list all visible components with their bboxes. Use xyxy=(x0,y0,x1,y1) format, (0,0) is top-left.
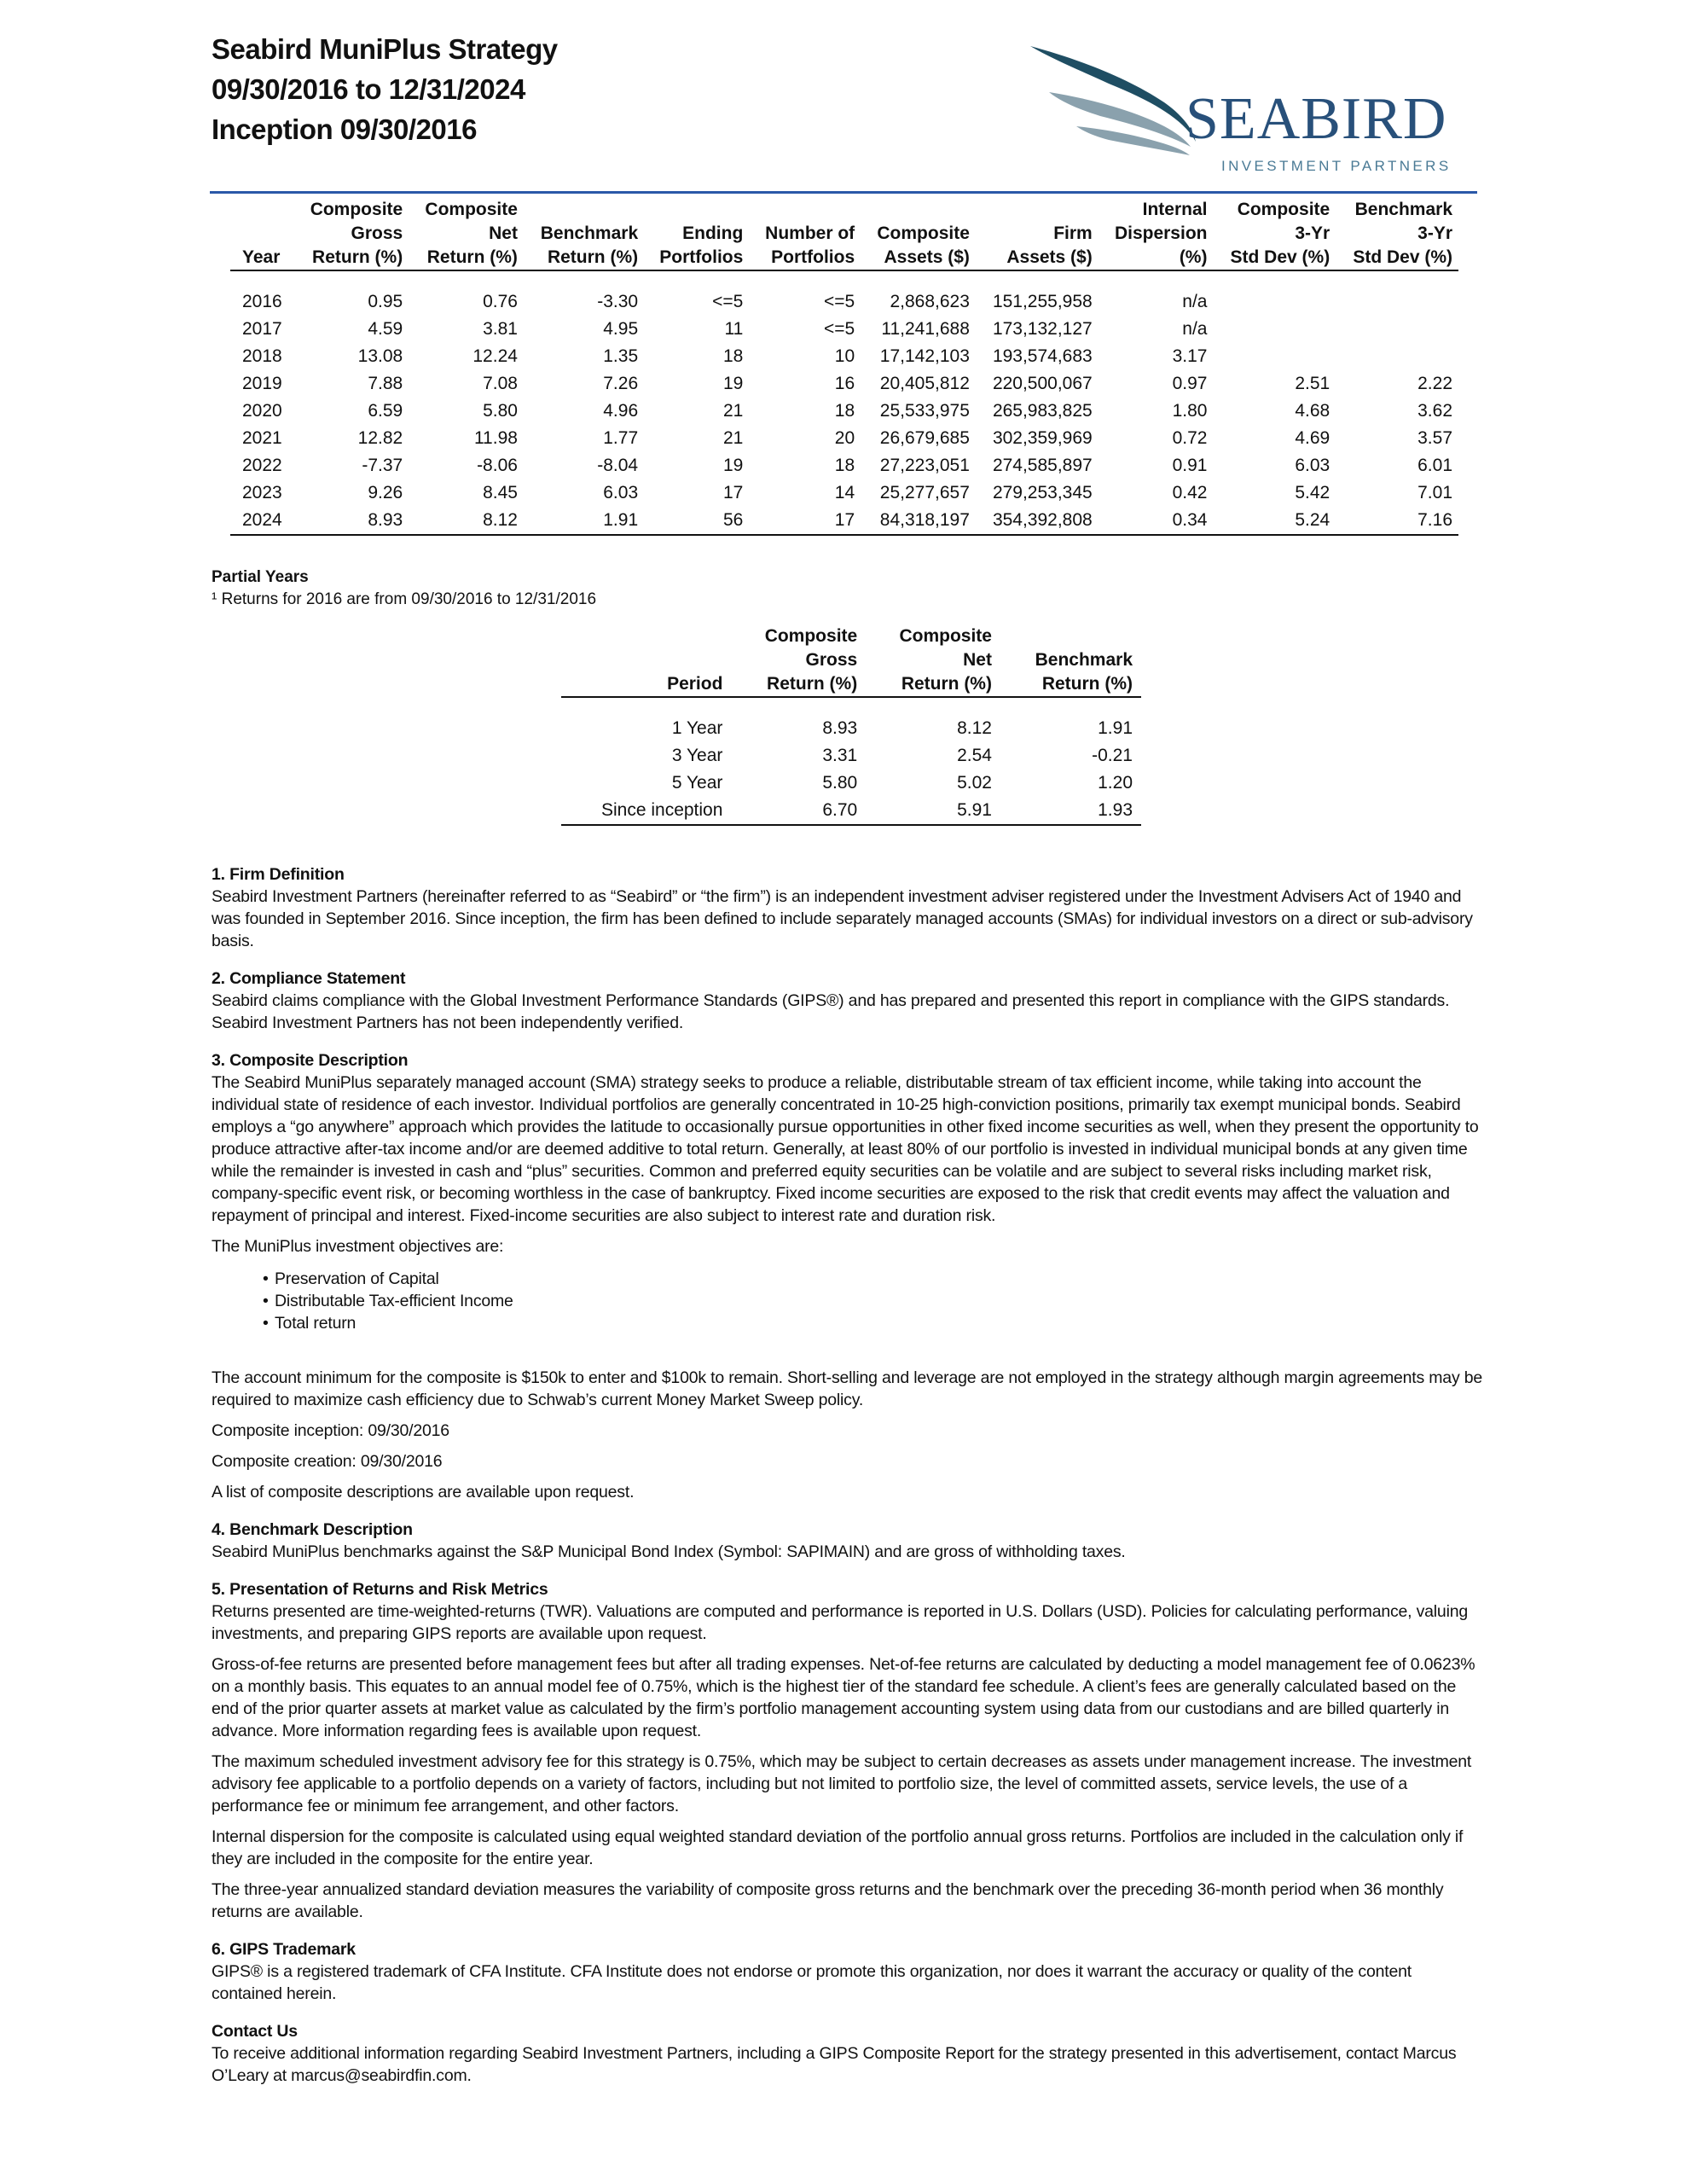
table-cell: 6.59 xyxy=(368,401,403,421)
table-cell: 3.62 xyxy=(1417,401,1452,421)
table-cell: 3.57 xyxy=(1417,428,1452,448)
paragraph: Composite inception: 09/30/2016 xyxy=(212,1421,449,1440)
header-label: 3-Yr xyxy=(1295,224,1330,243)
table-row xyxy=(561,697,1141,742)
table-cell: 2021 xyxy=(242,428,282,448)
header-label: Benchmark xyxy=(1354,200,1452,219)
table-cell: 18 xyxy=(834,401,855,421)
col-header-net-return xyxy=(409,198,524,270)
paragraph: Seabird claims compliance with the Global Investment Performance Standards (GIPS®) and has prepared and presented this report in compliance with the GIPS standards. Seabird Investment Partners has not been independently verified. xyxy=(212,991,1450,1032)
list-item: • Total return xyxy=(275,1312,1482,1334)
table-cell: 27,223,051 xyxy=(879,456,970,475)
table-cell: 4.96 xyxy=(603,401,639,421)
table-row xyxy=(230,425,1458,452)
header-label: Benchmark xyxy=(1035,650,1133,670)
header-label: Composite xyxy=(764,626,858,646)
table-cell: 2017 xyxy=(242,319,282,339)
table-cell: <=5 xyxy=(712,292,744,311)
header-label: Internal xyxy=(1142,200,1208,219)
table-cell: 18 xyxy=(722,346,744,366)
section-contact xyxy=(212,2020,1482,2087)
header-label: Return (%) xyxy=(901,674,992,694)
paragraph: Internal dispersion for the composite is calculated using equal weighted standard deviation of the portfolio annual gross returns. Portfolios are included in the calculation only if they are included in the composite for the entire year. xyxy=(212,1827,1464,1868)
table-cell: 5.42 xyxy=(1295,483,1330,502)
table-cell: 0.97 xyxy=(1172,374,1208,393)
table-cell: 1.20 xyxy=(1098,773,1133,793)
table-cell: n/a xyxy=(1182,292,1208,311)
header-label: Composite xyxy=(877,224,970,243)
table-cell: 11.98 xyxy=(473,428,518,448)
table-cell: 274,585,897 xyxy=(992,456,1093,475)
table-cell: <=5 xyxy=(823,292,855,311)
table-cell: 21 xyxy=(722,401,744,421)
table-cell: 7.26 xyxy=(603,374,639,393)
table-cell: 3 Year xyxy=(671,746,723,765)
table-cell: 4.59 xyxy=(368,319,403,339)
header-label: Period xyxy=(667,674,723,694)
section-title: 1. Firm Definition xyxy=(212,865,345,884)
col-header-composite-assets xyxy=(861,198,976,270)
table-cell: 11 xyxy=(724,319,744,339)
section-title: 2. Compliance Statement xyxy=(212,969,406,988)
table-cell: 25,533,975 xyxy=(879,401,970,421)
col-header-benchmark-return xyxy=(1000,624,1141,697)
header-label: Gross xyxy=(805,650,858,670)
paragraph: Returns presented are time-weighted-returns (TWR). Valuations are computed and performance is reported in U.S. Dollars (USD). Policies for calculating performance, valuing investments, and preparing GIPS reports are available upon request. xyxy=(212,1602,1469,1643)
header-rule xyxy=(210,191,1477,194)
table-header-row xyxy=(561,624,1141,697)
table-cell: 0.42 xyxy=(1172,483,1208,502)
table-cell: 3.81 xyxy=(483,319,518,339)
table-cell: 0.76 xyxy=(483,292,518,311)
table-cell: 265,983,825 xyxy=(992,401,1093,421)
header-label: Portfolios xyxy=(659,247,744,267)
col-header-composite-std xyxy=(1213,198,1336,270)
table-cell: 5.80 xyxy=(483,401,518,421)
table-cell: 7.01 xyxy=(1417,483,1452,502)
table-cell: 7.08 xyxy=(483,374,518,393)
table-cell: 25,277,657 xyxy=(879,483,970,502)
header-label: Assets ($) xyxy=(884,247,970,267)
table-cell: 2019 xyxy=(242,374,282,393)
paragraph: To receive additional information regarding Seabird Investment Partners, including a GIPS Composite Report for the strategy presented in this advertisement, contact Marcus O’Leary at marcus@seabirdfin.com. xyxy=(212,2044,1457,2085)
table-cell: -7.37 xyxy=(362,456,403,475)
table-cell: 19 xyxy=(722,374,744,393)
table-cell: 13.08 xyxy=(357,346,403,366)
header-label: 3-Yr xyxy=(1417,224,1452,243)
table-header-row xyxy=(230,198,1458,270)
header-label: Gross xyxy=(351,224,403,243)
header-label: Dispersion xyxy=(1114,224,1208,243)
table-row xyxy=(230,452,1458,479)
header-label: Portfolios xyxy=(771,247,855,267)
table-cell: -8.06 xyxy=(477,456,518,475)
section-firm-definition xyxy=(212,863,1482,952)
section-title: 4. Benchmark Description xyxy=(212,1520,413,1539)
header-label: Ending xyxy=(682,224,744,243)
table-row xyxy=(230,343,1458,370)
header-label: Std Dev (%) xyxy=(1353,247,1452,267)
header-label: Std Dev (%) xyxy=(1230,247,1330,267)
table-cell: 302,359,969 xyxy=(992,428,1093,448)
table-cell: 12.82 xyxy=(357,428,403,448)
table-row xyxy=(230,479,1458,507)
table-cell: 84,318,197 xyxy=(879,510,970,530)
table-cell: 3.17 xyxy=(1172,346,1208,366)
paragraph: The three-year annualized standard deviation measures the variability of composite gross returns and the benchmark over the preceding 36-month period when 36 monthly returns are available. xyxy=(212,1880,1444,1921)
table-row xyxy=(230,507,1458,535)
table-cell: 193,574,683 xyxy=(992,346,1093,366)
paragraph: The account minimum for the composite is $150k to enter and $100k to remain. Short-selling and leverage are not employed in the strategy although margin agreements may be required to maximize cash efficiency due to Schwab’s current Money Market Sweep policy. xyxy=(212,1368,1483,1409)
table-cell: 279,253,345 xyxy=(992,483,1093,502)
header-label: Composite xyxy=(899,626,992,646)
paragraph: The maximum scheduled investment advisory fee for this strategy is 0.75%, which may be subject to certain decreases as assets under management increase. The investment advisory fee applicable to a portfolio depends on a variety of factors, including but not limited to portfolio size, the level of committed assets, service levels, the use of a performance fee or minimum fee arrangement, and other factors. xyxy=(212,1752,1472,1815)
table-cell: 173,132,127 xyxy=(992,319,1093,339)
header-label: Number of xyxy=(765,224,855,243)
paragraph: Composite creation: 09/30/2016 xyxy=(212,1452,443,1471)
table-row xyxy=(230,370,1458,398)
table-cell: 2018 xyxy=(242,346,282,366)
table-cell: 1.91 xyxy=(603,510,639,530)
objectives-list xyxy=(212,1268,1482,1334)
table-cell: 11,241,688 xyxy=(881,319,970,339)
table-cell: 4.68 xyxy=(1295,401,1330,421)
col-header-benchmark-std xyxy=(1336,198,1458,270)
table-cell: 10 xyxy=(834,346,855,366)
table-cell: 1.77 xyxy=(603,428,639,448)
table-cell: -8.04 xyxy=(597,456,639,475)
table-cell: 151,255,958 xyxy=(992,292,1093,311)
table-cell: 56 xyxy=(722,510,744,530)
table-cell: 12.24 xyxy=(472,346,518,366)
table-cell: 1.35 xyxy=(603,346,639,366)
wing-light-2-icon xyxy=(1076,126,1190,155)
header-label: Assets ($) xyxy=(1006,247,1093,267)
table-cell: 20 xyxy=(834,428,855,448)
table-cell: 18 xyxy=(834,456,855,475)
table-cell: 20,405,812 xyxy=(879,374,970,393)
header-label: Firm xyxy=(1053,224,1093,243)
table-cell: 17 xyxy=(722,483,744,502)
title-block xyxy=(212,29,558,149)
list-item: • Preservation of Capital xyxy=(275,1268,1482,1290)
table-cell: 1.80 xyxy=(1172,401,1208,421)
date-range: 09/30/2016 to 12/31/2024 xyxy=(212,73,525,105)
table-cell: 16 xyxy=(834,374,855,393)
section-compliance-statement xyxy=(212,967,1482,1034)
table-cell xyxy=(1213,270,1336,316)
table-cell: 6.01 xyxy=(1417,456,1452,475)
table-cell: 7.88 xyxy=(368,374,403,393)
col-header-gross-return xyxy=(293,198,409,270)
table-cell: 0.34 xyxy=(1172,510,1208,530)
table-cell: 9.26 xyxy=(368,483,403,502)
table-cell: n/a xyxy=(1182,319,1208,339)
disclosures xyxy=(212,863,1482,2102)
table-cell: 6.03 xyxy=(603,483,639,502)
table-cell xyxy=(1213,343,1336,370)
table-cell: 4.69 xyxy=(1295,428,1330,448)
table-cell: 2024 xyxy=(242,510,282,530)
col-header-dispersion xyxy=(1099,198,1214,270)
list-item: • Distributable Tax-efficient Income xyxy=(275,1290,1482,1312)
header-label: Return (%) xyxy=(547,247,639,267)
partial-years-title: Partial Years xyxy=(212,568,309,586)
header-label: Composite xyxy=(1237,200,1330,219)
col-header-firm-assets xyxy=(976,198,1099,270)
header-label: Net xyxy=(489,224,518,243)
partial-years-note: ¹ Returns for 2016 are from 09/30/2016 to 12/31/2016 xyxy=(212,590,597,608)
paragraph: Gross-of-fee returns are presented before management fees but after all trading expenses. Net-of-fee returns are calculated by deducting a model management fee of 0.0623% on a monthly basis. This equates to an annual model fee of 0.75%, which is the highest tier of the standard fee schedule. A client’s fees are generally calculated based on the end of the prior quarter assets at market value as calculated by the firm’s portfolio management accounting system using data from our custodians and are billed quarterly in advance. More information regarding fees is available upon request. xyxy=(212,1655,1475,1740)
col-header-year xyxy=(230,198,293,270)
header-label: Return (%) xyxy=(767,674,858,694)
table-cell: 2022 xyxy=(242,456,282,475)
paragraph: Seabird MuniPlus benchmarks against the S&P Municipal Bond Index (Symbol: SAPIMAIN) and are gross of withholding taxes. xyxy=(212,1542,1126,1561)
col-header-gross-return xyxy=(731,624,866,697)
col-header-ending-portfolios xyxy=(644,198,749,270)
table-cell: 8.45 xyxy=(483,483,518,502)
section-gips-trademark xyxy=(212,1938,1482,2005)
table-cell: -3.30 xyxy=(597,292,639,311)
table-cell: 2016 xyxy=(242,292,282,311)
table-cell: 5.91 xyxy=(957,800,992,820)
table-cell: 2.54 xyxy=(957,746,992,765)
header-label: (%) xyxy=(1179,247,1208,267)
table-row xyxy=(230,316,1458,343)
col-header-period xyxy=(561,624,731,697)
col-header-benchmark-return xyxy=(524,198,644,270)
table-cell: 3.31 xyxy=(822,746,858,765)
table-cell: 0.91 xyxy=(1172,456,1208,475)
table-cell: 17,142,103 xyxy=(879,346,970,366)
annual-returns-table xyxy=(230,198,1458,536)
table-cell: 2020 xyxy=(242,401,282,421)
table-cell: 5.02 xyxy=(957,773,992,793)
header-label: Net xyxy=(963,650,992,670)
section-title: 5. Presentation of Returns and Risk Metrics xyxy=(212,1580,548,1599)
table-cell xyxy=(1213,316,1336,343)
section-returns-risk xyxy=(212,1578,1482,1923)
table-cell: 1 Year xyxy=(671,718,723,738)
header-label: Composite xyxy=(425,200,518,219)
table-cell: 2.22 xyxy=(1417,374,1452,393)
period-returns-table xyxy=(561,624,1141,826)
table-cell: 21 xyxy=(722,428,744,448)
logo-wordmark: SEABIRD xyxy=(1186,86,1447,152)
inception-date: Inception 09/30/2016 xyxy=(212,113,477,145)
header-label: Year xyxy=(242,247,281,267)
table-row xyxy=(230,398,1458,425)
table-cell: 220,500,067 xyxy=(992,374,1093,393)
section-title: Contact Us xyxy=(212,2022,298,2041)
header-label: Benchmark xyxy=(540,224,639,243)
col-header-net-return xyxy=(866,624,1000,697)
logo-tagline: INVESTMENT PARTNERS xyxy=(1221,158,1452,174)
table-cell: 1.93 xyxy=(1098,800,1133,820)
table-cell: 19 xyxy=(722,456,744,475)
table-cell: 6.70 xyxy=(822,800,858,820)
table-cell xyxy=(1336,270,1458,316)
table-cell: 0.72 xyxy=(1172,428,1208,448)
table-cell: 26,679,685 xyxy=(879,428,970,448)
paragraph: The Seabird MuniPlus separately managed account (SMA) strategy seeks to produce a reliable, distributable stream of tax efficient income, while taking into account the individual state of residence of each investor. Individual portfolios are generally concentrated in 10-25 high-conviction positions, primarily tax exempt municipal bonds. Seabird employs a “go anywhere” approach which provides the latitude to occasionally pursue opportunities in other fixed income securities as well, when they present the opportunity to produce attractive after-tax income and/or are deemed additive to total return. Generally, at least 80% of our portfolio is invested in individual municipal bonds at any given time while the remainder is invested in cash and “plus” securities. Common and preferred equity securities can be volatile and are subject to several risks including market risk, company-specific event risk, or becoming worthless in the case of bankruptcy. Fixed income securities are exposed to the risk that credit events may affect the valuation and repayment of principal and interest. Fixed-income securities are also subject to interest rate and duration risk. xyxy=(212,1073,1479,1225)
table-cell: 2023 xyxy=(242,483,282,502)
table-row xyxy=(230,270,1458,316)
table-cell xyxy=(1336,316,1458,343)
table-cell: 5.24 xyxy=(1295,510,1330,530)
table-cell: 2,868,623 xyxy=(890,292,970,311)
table-row xyxy=(561,797,1141,825)
paragraph: Seabird Investment Partners (hereinafter referred to as “Seabird” or “the firm”) is an independent investment adviser registered under the Investment Advisers Act of 1940 and was founded in September 2016. Since inception, the firm has been defined to include separately managed accounts (SMAs) for individual investors on a direct or sub-advisory basis. xyxy=(212,887,1473,950)
paragraph: The MuniPlus investment objectives are: xyxy=(212,1237,504,1256)
table-row xyxy=(561,770,1141,797)
header-label: Return (%) xyxy=(312,247,403,267)
table-cell: 4.95 xyxy=(603,319,639,339)
header-label: Return (%) xyxy=(426,247,518,267)
table-cell: 8.93 xyxy=(822,718,858,738)
document-title: Seabird MuniPlus Strategy xyxy=(212,33,558,65)
table-cell: 17 xyxy=(834,510,855,530)
table-cell: 8.12 xyxy=(483,510,518,530)
table-cell: 1.91 xyxy=(1098,718,1133,738)
table-cell: 8.93 xyxy=(368,510,403,530)
table-cell: 5.80 xyxy=(822,773,858,793)
section-composite-description xyxy=(212,1049,1482,1503)
col-header-number-portfolios xyxy=(749,198,861,270)
seabird-logo xyxy=(1023,41,1467,177)
table-row xyxy=(561,742,1141,770)
table-cell xyxy=(1336,343,1458,370)
section-benchmark-description xyxy=(212,1519,1482,1563)
table-cell: 354,392,808 xyxy=(992,510,1093,530)
section-title: 6. GIPS Trademark xyxy=(212,1940,356,1959)
table-cell: -0.21 xyxy=(1092,746,1133,765)
paragraph: A list of composite descriptions are available upon request. xyxy=(212,1483,635,1502)
table-cell: 14 xyxy=(834,483,855,502)
paragraph: GIPS® is a registered trademark of CFA Institute. CFA Institute does not endorse or promote this organization, nor does it warrant the accuracy or quality of the content contained herein. xyxy=(212,1962,1412,2003)
header-label: Composite xyxy=(310,200,403,219)
table-cell: 6.03 xyxy=(1295,456,1330,475)
section-title: 3. Composite Description xyxy=(212,1051,409,1070)
table-cell: 7.16 xyxy=(1417,510,1452,530)
table-cell: 0.95 xyxy=(368,292,403,311)
table-cell: 8.12 xyxy=(957,718,992,738)
header-label: Return (%) xyxy=(1041,674,1133,694)
table-cell: <=5 xyxy=(823,319,855,339)
table-cell: 2.51 xyxy=(1295,374,1330,393)
table-cell: Since inception xyxy=(600,800,723,820)
table-cell: 5 Year xyxy=(671,773,723,793)
